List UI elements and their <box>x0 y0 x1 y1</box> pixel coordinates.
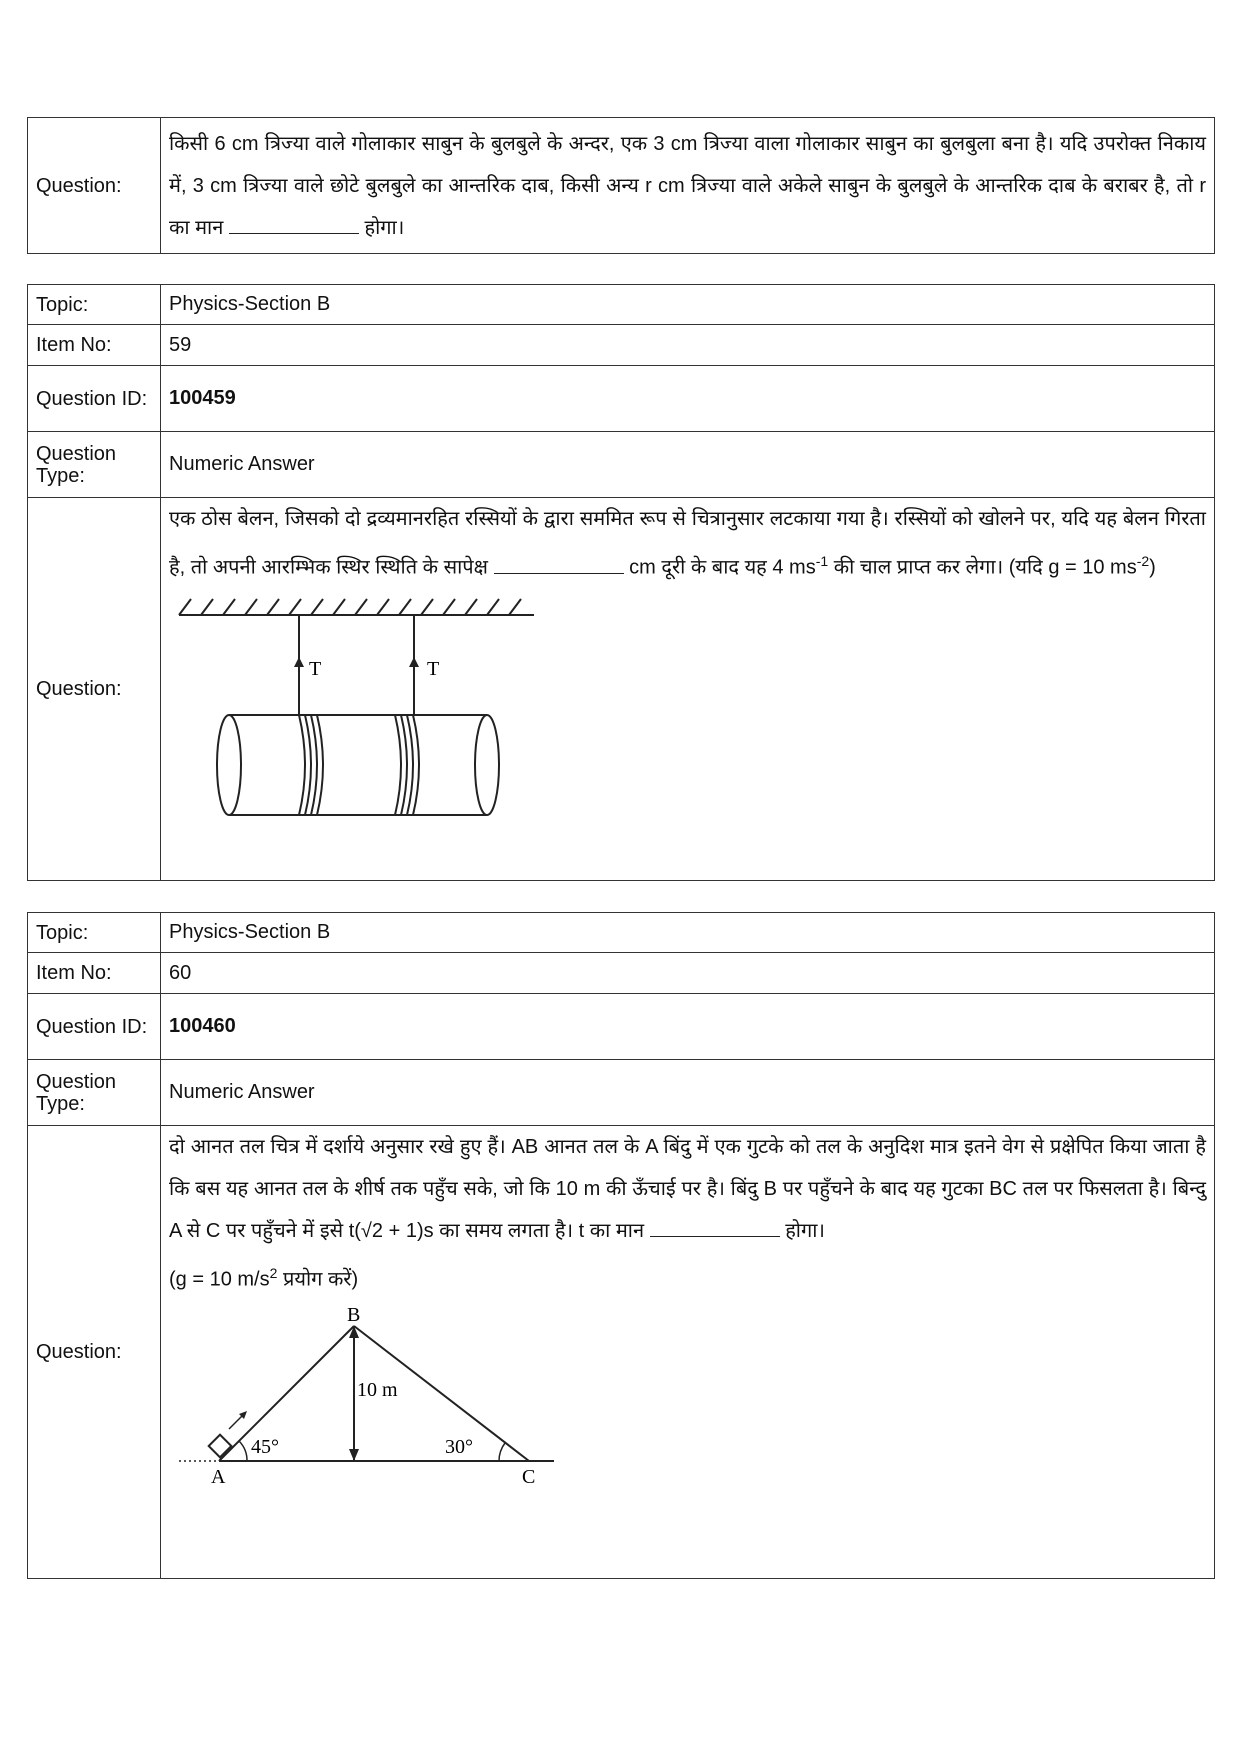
point-label-a: A <box>211 1465 226 1488</box>
superscript: 2 <box>269 1265 278 1281</box>
question-text <box>161 118 1215 254</box>
question-table-59 <box>27 284 1215 881</box>
question-label: Question: <box>28 498 161 881</box>
cylinder <box>217 715 499 815</box>
gravity-note-part: प्रयोग करें) <box>282 1268 359 1291</box>
point-label-b: B <box>347 1303 361 1326</box>
angle-arc-right <box>499 1443 505 1461</box>
answer-blank <box>494 553 624 574</box>
question-id-label: Question ID: <box>28 366 161 432</box>
gravity-note-part: (g = 10 m/s <box>169 1268 270 1291</box>
question-body <box>161 1126 1215 1579</box>
block <box>209 1434 232 1457</box>
angle-label-right: 30° <box>445 1435 473 1458</box>
height-arrow-bottom <box>349 1449 359 1461</box>
superscript: -1 <box>815 553 829 569</box>
tension-label: T <box>309 657 322 680</box>
question-text-part: किसी 6 cm त्रिज्या वाले गोलाकार साबुन के बुलबुले के अन्दर, एक 3 cm त्रिज्या वाला गोलाकार साबुन का बुलबुला बना है। यदि उपरोक्त निकाय में, 3 cm त्रिज्या वाले छोटे बुलबुले का आन्तरिक दाब, किसी अन्य r cm त्रिज्या वाले अकेले साबुन के बुलबुले के आन्तरिक दाब के बराबर है, तो r का मान <box>169 132 1206 239</box>
topic-label: Topic: <box>28 285 161 325</box>
question-text-part: होगा। <box>364 216 405 239</box>
question-type-label: Question Type: <box>28 432 161 498</box>
question-type-value: Numeric Answer <box>161 1060 1215 1126</box>
question-text-part: दो आनत तल चित्र में दर्शाये अनुसार रखे हुए हैं। AB आनत तल के A बिंदु में एक गुटके को तल के अनुदिश मात्र इतने वेग से प्रक्षेपित किया जाता है कि बस यह आनत तल के शीर्ष तक पहुँच सके, जो कि 10 m की ऊँचाई पर है। बिंदु B पर पहुँचने के बाद यह गुटका BC तल पर फिसलता है। बिन्दु A से C पर पहुँचने में इसे t(√2 + 1)s का समय लगता है। t का मान <box>169 1136 1206 1242</box>
question-id-label: Question ID: <box>28 994 161 1060</box>
plane-ab <box>219 1326 354 1461</box>
question-id-value: 100459 <box>161 366 1215 432</box>
question-label: Question: <box>28 1126 161 1579</box>
tension-arrow-right <box>409 657 419 667</box>
answer-blank <box>650 1216 780 1237</box>
ceiling-hatching <box>179 599 521 615</box>
superscript: -2 <box>1136 553 1150 569</box>
question-type-value: Numeric Answer <box>161 432 1215 498</box>
item-no-label: Item No: <box>28 953 161 994</box>
tension-arrow-left <box>294 657 304 667</box>
question-table-previous <box>27 117 1215 254</box>
height-label: 10 m <box>357 1378 398 1401</box>
question-text <box>169 498 1206 589</box>
question-text-part: एक ठोस बेलन, जिसको दो द्रव्यमानरहित रस्सियों के द्वारा सममित रूप से चित्रानुसार लटकाया गया है। रस्सियों को खोलने पर, यदि यह बेलन गिरता है, तो अपनी आरम्भिक स्थिर स्थिति के सापेक्ष <box>169 508 1206 579</box>
item-no-label: Item No: <box>28 325 161 366</box>
question-label: Question: <box>28 118 161 254</box>
question-body <box>161 498 1215 881</box>
item-no-value: 60 <box>161 953 1215 994</box>
question-text-part: होगा। <box>785 1220 826 1242</box>
question-id-value: 100460 <box>161 994 1215 1060</box>
tension-label: T <box>427 657 440 680</box>
angle-label-left: 45° <box>251 1435 279 1458</box>
question-text-part: की चाल प्राप्त कर लेगा। (यदि g = 10 ms <box>833 556 1137 579</box>
question-text-part: ) <box>1149 556 1156 579</box>
question-table-60 <box>27 912 1215 1579</box>
question-type-label: Question Type: <box>28 1060 161 1126</box>
point-label-c: C <box>522 1465 536 1488</box>
answer-blank <box>229 213 359 234</box>
question-text-part: cm दूरी के बाद यह 4 ms <box>629 556 816 579</box>
hanging-cylinder-diagram <box>169 595 549 825</box>
topic-label: Topic: <box>28 913 161 953</box>
gravity-note <box>169 1252 1206 1301</box>
topic-value: Physics-Section B <box>161 913 1215 953</box>
question-text <box>169 1126 1206 1252</box>
inclined-planes-diagram <box>169 1301 569 1491</box>
topic-value: Physics-Section B <box>161 285 1215 325</box>
item-no-value: 59 <box>161 325 1215 366</box>
angle-arc-left <box>239 1441 247 1461</box>
